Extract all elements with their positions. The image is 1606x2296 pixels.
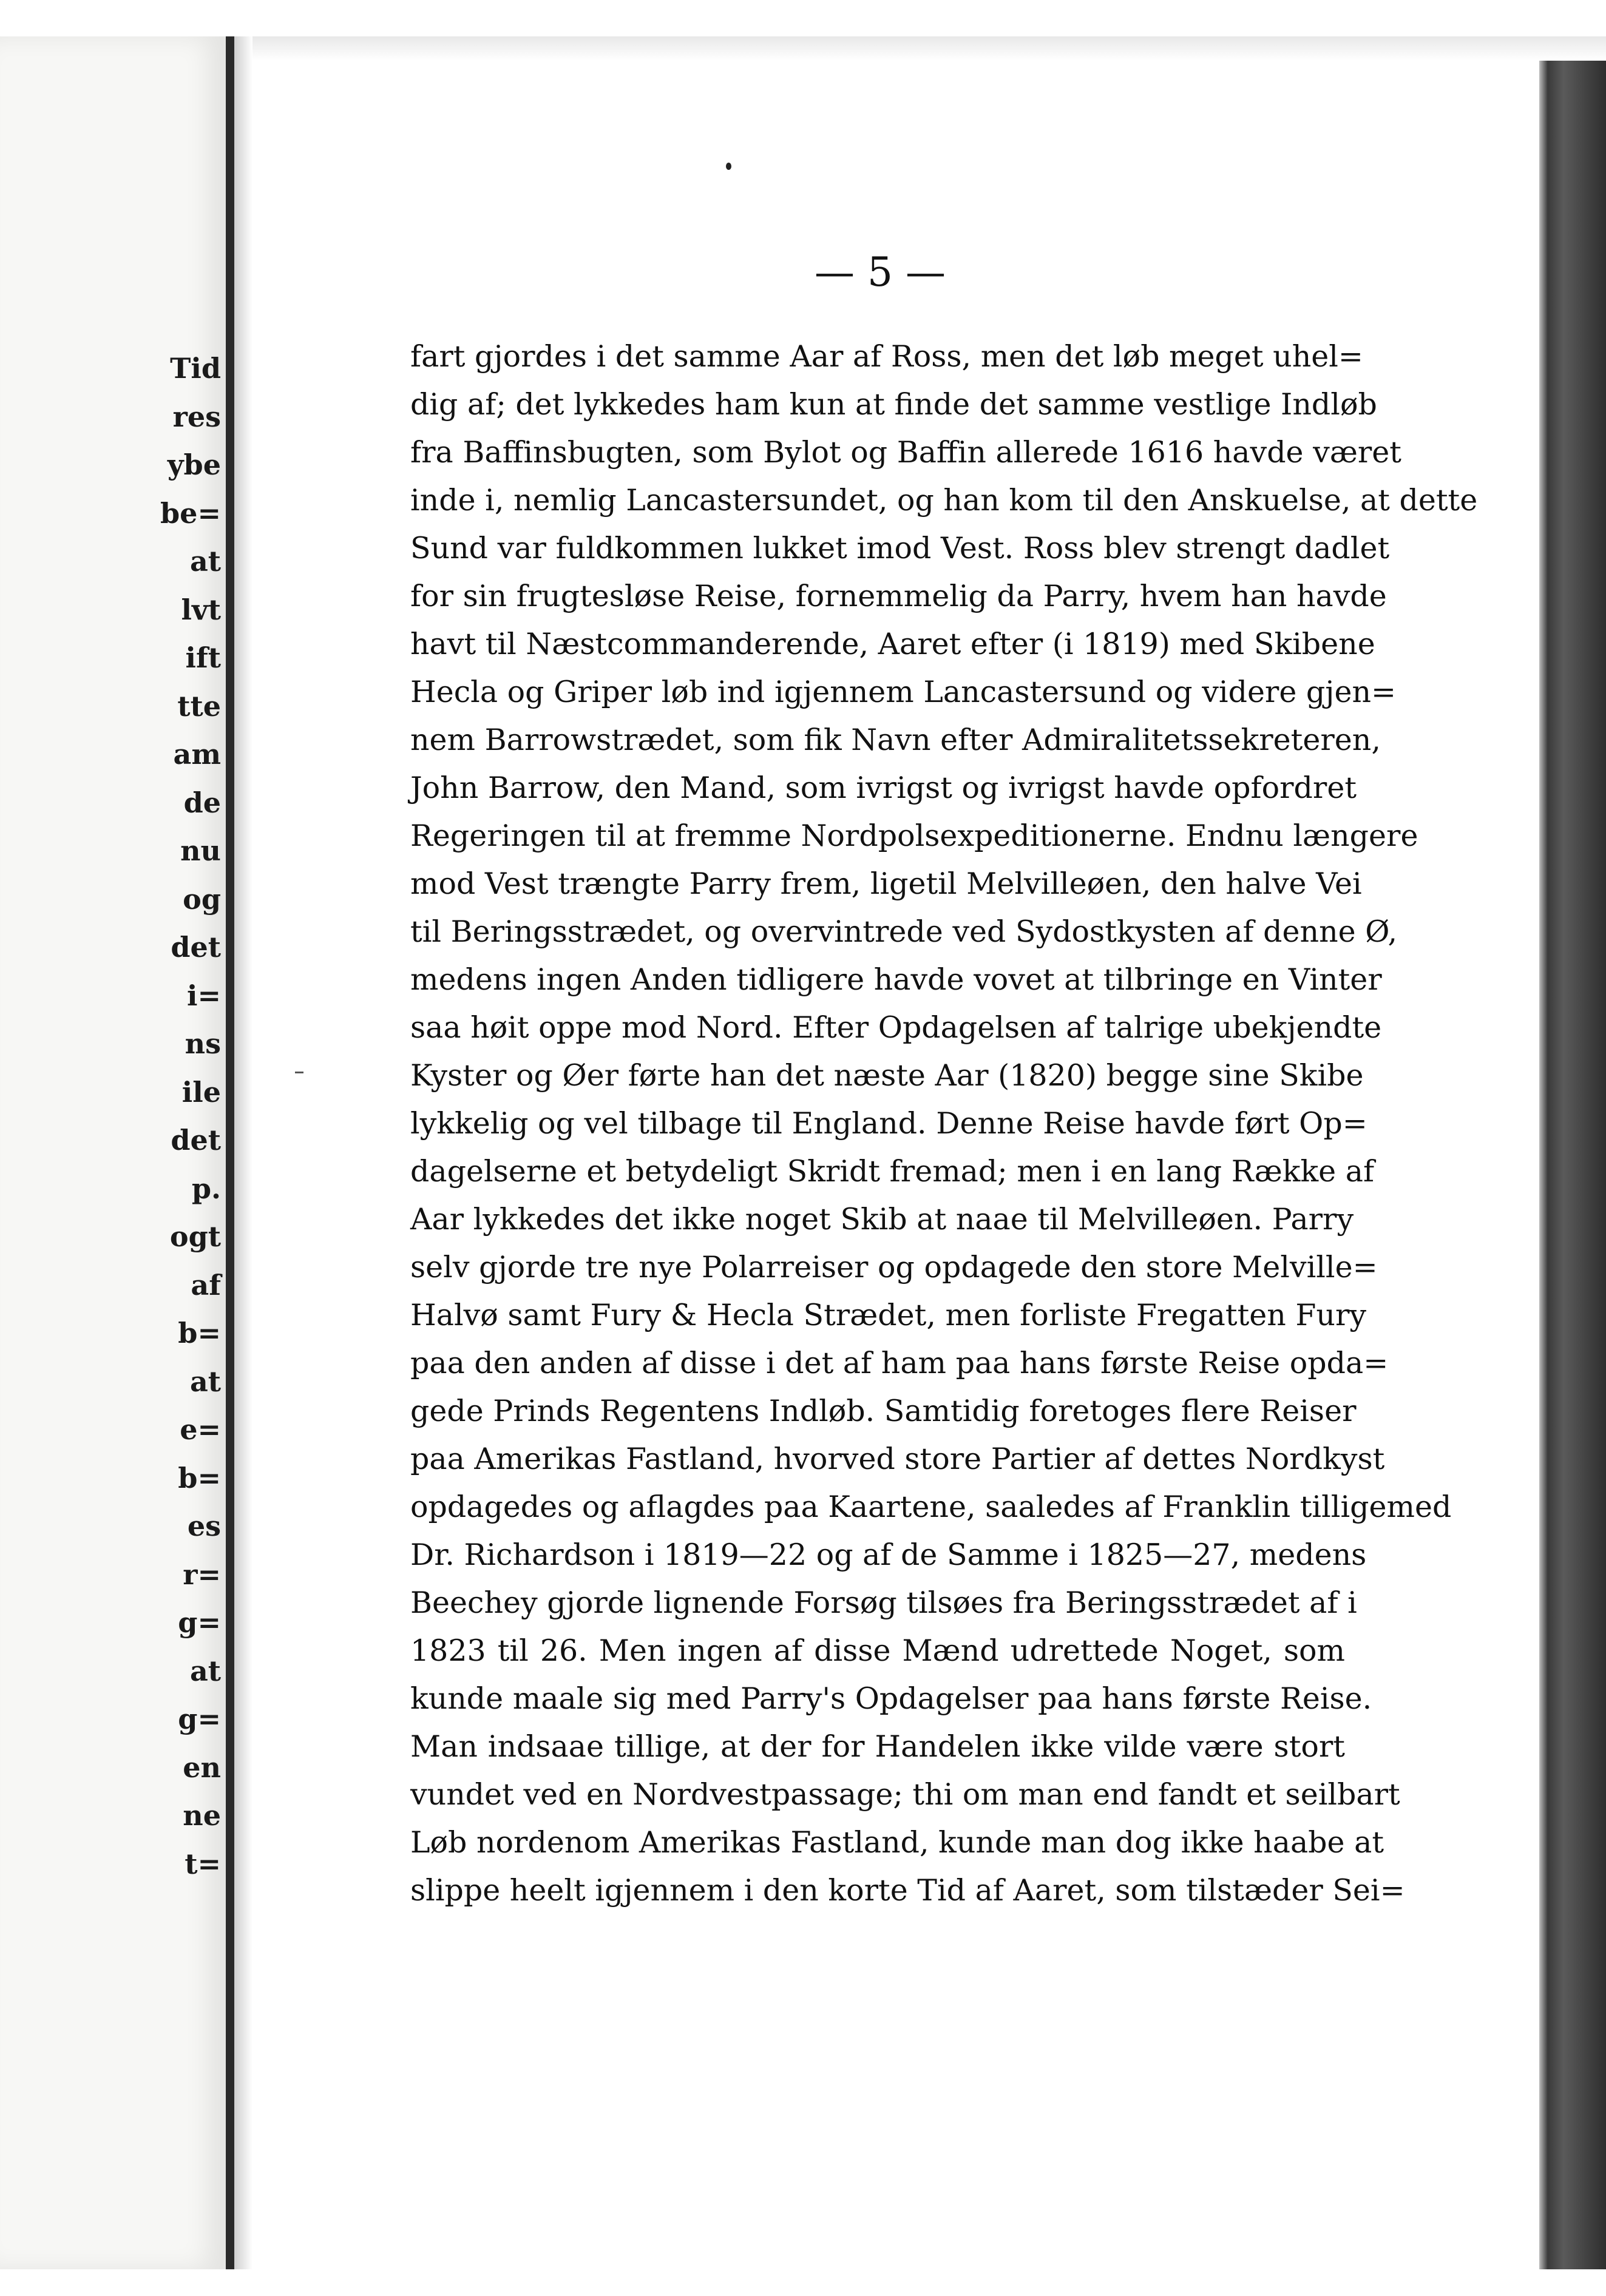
text-line: John Barrow, den Mand, som ivrigst og ivrigst havde opfordret xyxy=(410,771,1357,805)
text-line: saa høit oppe mod Nord. Efter Opdagelsen af talrige ubekjendte xyxy=(410,1010,1382,1045)
text-line: havt til Næstcommanderende, Aaret efter (i 1819) med Skibene xyxy=(410,627,1375,661)
text-line: for sin frugtesløse Reise, fornemmelig da Parry, hvem han havde xyxy=(410,579,1387,613)
left-margin-fragment: be= xyxy=(160,496,221,530)
text-line: dig af; det lykkedes ham kun at finde det samme vestlige Indløb xyxy=(410,387,1377,422)
text-line: Dr. Richardson i 1819—22 og af de Samme i 1825—27, medens xyxy=(410,1538,1367,1572)
text-line: Beechey gjorde lignende Forsøg tilsøes fra Beringsstrædet af i xyxy=(410,1585,1357,1620)
left-margin-fragment: de xyxy=(183,786,221,819)
text-line: medens ingen Anden tidligere havde vovet at tilbringe en Vinter xyxy=(410,962,1382,997)
text-line: paa Amerikas Fastland, hvorved store Partier af dettes Nordkyst xyxy=(410,1442,1385,1476)
text-line: Halvø samt Fury & Hecla Strædet, men forliste Fregatten Fury xyxy=(410,1298,1367,1332)
left-margin-fragment: lvt xyxy=(181,593,221,626)
text-line: Man indsaae tillige, at der for Handelen ikke vilde være stort xyxy=(410,1729,1345,1764)
left-margin-fragment: g= xyxy=(178,1606,221,1639)
left-margin-fragment: ne xyxy=(183,1799,221,1832)
text-line: paa den anden af disse i det af ham paa hans første Reise opda= xyxy=(410,1346,1389,1380)
left-margin-fragment: nu xyxy=(180,834,221,867)
text-line: vundet ved en Nordvestpassage; thi om man end fandt et seilbart xyxy=(410,1777,1400,1812)
text-line: inde i, nemlig Lancastersundet, og han kom til den Anskuelse, at dette xyxy=(410,483,1478,518)
text-line: 1823 til 26. Men ingen af disse Mænd udrettede Noget, som xyxy=(410,1633,1345,1668)
left-margin-fragment: en xyxy=(183,1751,221,1784)
left-margin-fragment: ybe xyxy=(167,448,221,481)
text-line: til Beringsstrædet, og overvintrede ved Sydostkysten af denne Ø, xyxy=(410,914,1398,949)
text-line: dagelserne et betydeligt Skridt fremad; men i en lang Række af xyxy=(410,1154,1375,1189)
body-text xyxy=(410,333,1478,1914)
left-margin-fragment: t= xyxy=(185,1847,221,1880)
text-line: opdagedes og aflagdes paa Kaartene, saaledes af Franklin tilligemed xyxy=(410,1490,1452,1524)
text-line: kunde maale sig med Parry's Opdagelser paa hans første Reise. xyxy=(410,1681,1372,1716)
left-margin-fragment: at xyxy=(189,1365,221,1398)
left-margin-fragment: g= xyxy=(178,1703,221,1735)
left-margin-fragment: es xyxy=(187,1510,221,1542)
left-margin-fragment: b= xyxy=(178,1317,221,1349)
text-line: Sund var fuldkommen lukket imod Vest. Ross blev strengt dadlet xyxy=(410,531,1390,566)
page-number: — 5 — xyxy=(815,249,946,295)
left-margin-fragment: at xyxy=(189,1654,221,1687)
text-line: Hecla og Griper løb ind igjennem Lancastersund og videre gjen= xyxy=(410,675,1397,709)
text-line: gede Prinds Regentens Indløb. Samtidig foretoges flere Reiser xyxy=(410,1394,1357,1428)
left-margin-fragment: det xyxy=(171,1124,221,1156)
left-margin-fragment: ogt xyxy=(169,1220,221,1253)
left-margin-fragment: tte xyxy=(177,689,221,723)
text-line: Løb nordenom Amerikas Fastland, kunde man dog ikke haabe at xyxy=(410,1825,1384,1860)
left-margin-fragment: ns xyxy=(185,1027,221,1060)
left-margin-fragment: af xyxy=(191,1268,221,1302)
left-margin-fragment: am xyxy=(173,738,221,771)
text-line: mod Vest trængte Parry frem, ligetil Melvilleøen, den halve Vei xyxy=(410,866,1362,901)
left-margin-fragment: res xyxy=(172,400,221,433)
left-margin-fragment: p. xyxy=(191,1172,221,1205)
page-top-shadow xyxy=(252,36,1606,61)
book-gutter xyxy=(234,36,252,2269)
ink-speck xyxy=(726,163,731,170)
text-line: Kyster og Øer førte han det næste Aar (1820) begge sine Skibe xyxy=(410,1058,1364,1093)
text-line: lykkelig og vel tilbage til England. Denne Reise havde ført Op= xyxy=(410,1106,1367,1141)
text-line: selv gjorde tre nye Polarreiser og opdagede den store Melville= xyxy=(410,1250,1378,1285)
text-line: Regeringen til at fremme Nordpolsexpeditionerne. Endnu længere xyxy=(410,819,1418,853)
left-margin-fragment: b= xyxy=(178,1461,221,1494)
left-margin-fragment: i= xyxy=(186,979,221,1012)
text-line: Aar lykkedes det ikke noget Skib at naae til Melvilleøen. Parry xyxy=(410,1202,1354,1237)
margin-mark xyxy=(295,1072,303,1073)
left-page-edge xyxy=(0,36,234,2269)
left-margin-fragment: ift xyxy=(185,641,221,674)
text-line: fra Baffinsbugten, som Bylot og Baffin allerede 1616 havde været xyxy=(410,435,1401,470)
left-margin-fragment: e= xyxy=(180,1413,221,1446)
left-margin-fragment: ile xyxy=(181,1075,221,1109)
text-line: nem Barrowstrædet, som fik Navn efter Admiralitetssekreteren, xyxy=(410,723,1381,757)
text-line: slippe heelt igjennem i den korte Tid af Aaret, som tilstæder Sei= xyxy=(410,1873,1405,1908)
text-line: fart gjordes i det samme Aar af Ross, men det løb meget uhel= xyxy=(410,339,1363,374)
left-margin-fragment: Tid xyxy=(170,352,221,385)
left-margin-fragment: og xyxy=(183,882,221,916)
page-stack-edge xyxy=(1539,61,1606,2269)
left-margin-fragment: det xyxy=(171,931,221,964)
left-margin-fragment: at xyxy=(189,545,221,578)
left-margin-fragment: r= xyxy=(183,1558,221,1591)
